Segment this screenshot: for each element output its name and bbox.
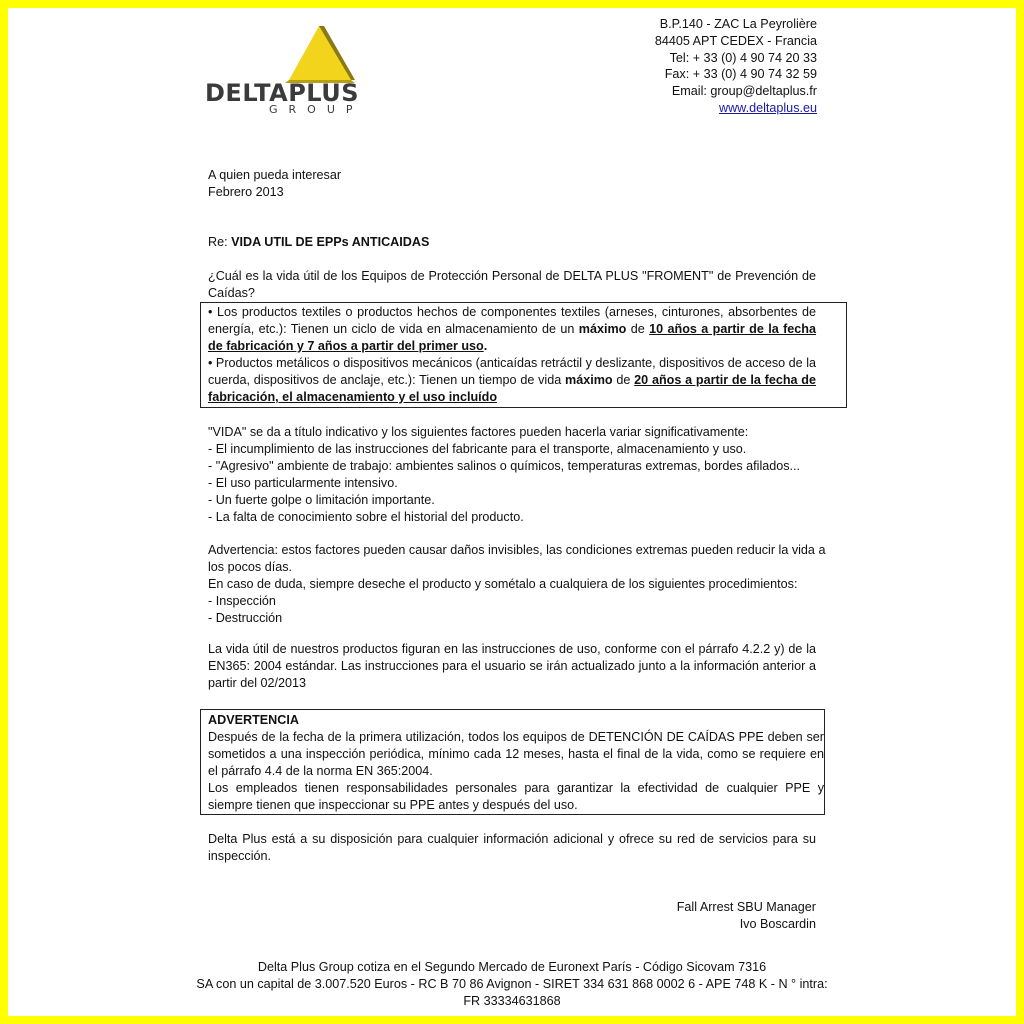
- footer-line-1: Delta Plus Group cotiza en el Segundo Mercado de Euronext París - Código Sicovam 7316: [257, 960, 767, 974]
- logo-wordmark: [205, 80, 445, 114]
- factor-item: - El uso particularmente intensivo.: [208, 476, 398, 490]
- website-link[interactable]: www.deltaplus.eu: [718, 100, 817, 115]
- logo-group-label: GROUP: [269, 103, 364, 116]
- procedure-item: - Inspección: [208, 594, 276, 608]
- subject: VIDA UTIL DE EPPs ANTICAIDAS: [231, 235, 430, 249]
- signature-name: Ivo Boscardin: [739, 917, 816, 931]
- logo-company-name: DELTAPLUS: [205, 79, 360, 107]
- doubt-text: En caso de duda, siempre deseche el producto y sométalo a cualquiera de los siguientes procedimientos:: [208, 577, 798, 591]
- recipient: A quien pueda interesar: [208, 168, 342, 182]
- fax-line: Fax: + 33 (0) 4 90 74 32 59: [664, 67, 817, 82]
- question-paragraph: ¿Cuál es la vida útil de los Equipos de Protección Personal de DELTA PLUS "FROMENT" de Prevención de Caídas?: [208, 269, 816, 300]
- advertencia-title: ADVERTENCIA: [208, 713, 299, 727]
- advertencia-paragraph-2: Los empleados tienen responsabilidades personales para garantizar la efectividad de cualquier PPE y siempre tienen que inspeccionar su PPE antes y después del uso.: [208, 781, 824, 812]
- advertencia-paragraph-1: Después de la fecha de la primera utilización, todos los equipos de DETENCIÓN DE CAÍDAS PPE deben ser sometidos a una inspección periódica, mínimo cada 12 meses, hasta el final de la vida, como se requiere en el párrafo 4.4 de la norma EN 365:2004.: [208, 730, 824, 778]
- procedure-item: - Destrucción: [208, 611, 283, 625]
- address-line: B.P.140 - ZAC La Peyrolière: [659, 17, 817, 31]
- footer-line-3: FR 33334631868: [463, 994, 561, 1008]
- address-line: 84405 APT CEDEX - Francia: [654, 33, 817, 48]
- factor-item: - La falta de conocimiento sobre el historial del producto.: [208, 510, 524, 524]
- lifetime-paragraph: La vida útil de nuestros productos figuran en las instrucciones de uso, conforme con el párrafo 4.2.2 y) de la EN365: 2004 estándar. Las instrucciones para el usuario se irán actualizado junto a la información anterior a partir del 02/2013: [208, 642, 816, 690]
- letter-page: [8, 8, 1016, 1016]
- factor-item: - El incumplimiento de las instrucciones del fabricante para el transporte, almacenamiento y uso.: [208, 442, 747, 456]
- warning-text: Advertencia: estos factores pueden causar daños invisibles, las condiciones extremas pueden reducir la vida a: [208, 543, 826, 557]
- metal-products-item: • Productos metálicos o dispositivos mecánicos (anticaídas retráctil y deslizante, dispositivos de acceso de la cuerda, dispositivos de anclaje, etc.): Tienen un tiempo de vida máximo de 20 años a partir de la fecha de fabricación, el almacenamiento y el uso incluído: [208, 356, 816, 404]
- subject-line: Re: VIDA UTIL DE EPPs ANTICAIDAS: [208, 235, 430, 249]
- factor-item: - "Agresivo" ambiente de trabajo: ambientes salinos o químicos, temperaturas extremas, bordes afilados...: [208, 459, 801, 473]
- textile-products-item: • Los productos textiles o productos hechos de componentes textiles (arneses, cinturones, absorbentes de energía, etc.): Tienen un ciclo de vida en almacenamiento de un máximo de 10 años a partir de la fecha de fabricación y 7 años a partir del primer uso.: [208, 305, 817, 353]
- signature-title: Fall Arrest SBU Manager: [676, 900, 816, 914]
- footer-line-2: SA con un capital de 3.007.520 Euros - RC B 70 86 Avignon - SIRET 334 631 868 0002 6 - APE 748 K - N ° intra:: [196, 977, 828, 991]
- factor-item: - Un fuerte golpe o limitación importante.: [208, 493, 435, 507]
- warning-text-cont: los pocos días.: [208, 560, 293, 574]
- closing-paragraph: Delta Plus está a su disposición para cualquier información adicional y ofrece su red de servicios para su inspección.: [208, 832, 816, 863]
- company-address: [655, 16, 817, 117]
- letter-date: Febrero 2013: [208, 185, 284, 199]
- email-line: Email: group@deltaplus.fr: [671, 84, 817, 99]
- factors-intro: "VIDA" se da a título indicativo y los siguientes factores pueden hacerla variar significativamente:: [208, 425, 749, 439]
- phone-line: Tel: + 33 (0) 4 90 74 20 33: [669, 50, 817, 65]
